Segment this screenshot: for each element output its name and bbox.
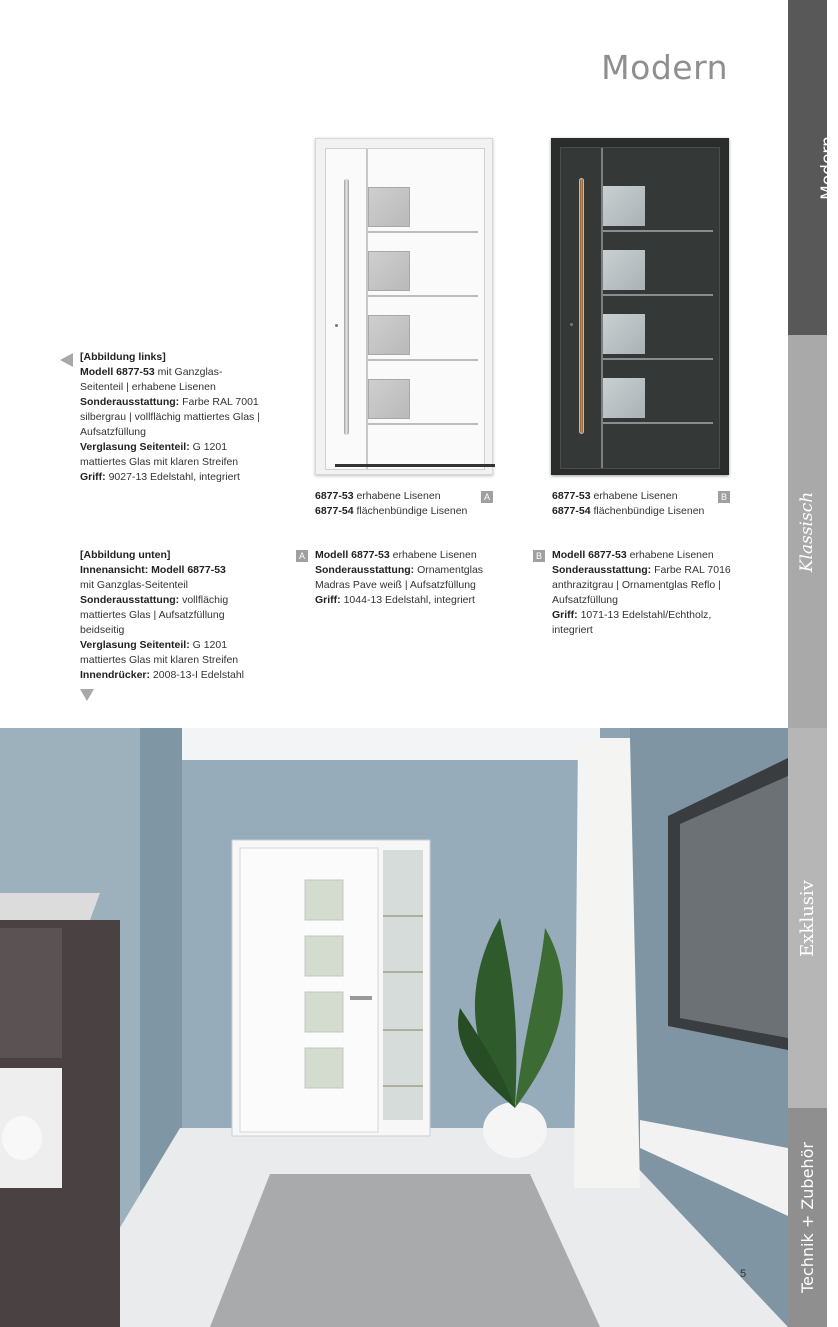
model-desc: erhabene Lisenen (590, 490, 678, 502)
door-lock (335, 324, 338, 327)
model-number: 6877-53 (315, 490, 354, 502)
info-heading: [Abbildung unten] (80, 549, 171, 561)
info-text: erhabene Lisenen (626, 549, 714, 561)
door-lock (570, 323, 573, 326)
tab-label: Exklusiv (797, 879, 818, 957)
triangle-down-icon (80, 689, 94, 701)
tab-exklusiv[interactable] (788, 728, 827, 1108)
info-label: Verglasung Seitenteil: (80, 639, 190, 651)
info-label: Verglasung Seitenteil: (80, 441, 190, 453)
info-label: Modell 6877-53 (315, 549, 390, 561)
door-handle (344, 179, 349, 435)
door-leaf (560, 147, 720, 469)
info-text: Farbe RAL 7001 silbergrau | vollflächig mattiertes Glas | Aufsatzfüllung (80, 396, 260, 438)
lisene-bar (368, 423, 478, 425)
lisene-bar (603, 422, 713, 424)
model-desc: flächenbündige Lisenen (590, 505, 705, 517)
door-image-white (315, 138, 493, 475)
glass-pane (603, 186, 645, 226)
info-heading: [Abbildung links] (80, 351, 166, 363)
door-leaf (325, 148, 485, 470)
glass-pane (368, 315, 410, 355)
info-text: Farbe RAL 7016 anthrazitgrau | Ornamentglas Reflo | Aufsatzfüllung (552, 564, 731, 606)
info-label: Griff: (552, 609, 578, 621)
info-text: mit Ganzglas-Seitenteil (80, 579, 188, 591)
info-label: Sonderausstattung: (80, 594, 180, 606)
badge-a: A (481, 491, 493, 503)
door-a-specs (298, 548, 495, 608)
tab-label: Klassisch (797, 491, 818, 572)
glass-pane (368, 379, 410, 419)
info-label: Modell 6877-53 (80, 366, 155, 378)
page-number: 5 (740, 1268, 747, 1280)
info-label: Griff: (80, 471, 106, 483)
info-illustration-below (80, 548, 260, 683)
info-text: Ornamentglas Madras Pave weiß | Aufsatzfüllung (315, 564, 484, 591)
info-text: 2008-13-I Edelstahl (150, 669, 244, 681)
model-number: 6877-53 (552, 490, 591, 502)
door-b-caption (552, 489, 732, 519)
info-illustration-left (80, 350, 260, 485)
tab-technik-zubehoer[interactable] (788, 1108, 827, 1327)
info-text: mit Ganzglas-Seitenteil | erhabene Lisenen (80, 366, 223, 393)
triangle-left-icon (60, 353, 73, 367)
model-number: 6877-54 (552, 505, 591, 517)
lisene-bar (368, 231, 478, 233)
info-label: Griff: (315, 594, 341, 606)
lisene-bar (603, 230, 713, 232)
chapter-tabs (788, 0, 838, 1327)
door-a-caption (315, 489, 495, 519)
info-label: Sonderausstattung: (80, 396, 180, 408)
info-text: G 1201 mattiertes Glas mit klaren Streifen (80, 441, 239, 468)
lisene-bar (368, 359, 478, 361)
page-title: Modern (601, 48, 728, 87)
door-sill (335, 464, 495, 467)
glass-pane (603, 314, 645, 354)
model-desc: erhabene Lisenen (353, 490, 441, 502)
info-label: Sonderausstattung: (315, 564, 415, 576)
tab-label: Modern (817, 135, 838, 200)
lisene-bar (368, 295, 478, 297)
lisene-bar (603, 358, 713, 360)
door-image-anthracite (551, 138, 729, 475)
info-label: Modell 6877-53 (552, 549, 627, 561)
tab-modern[interactable] (788, 0, 838, 335)
info-label: Innenansicht: Modell 6877-53 (80, 564, 226, 576)
model-number: 6877-54 (315, 505, 354, 517)
glass-pane (368, 187, 410, 227)
badge-b: B (718, 491, 730, 503)
glass-pane (368, 251, 410, 291)
info-label: Innendrücker: (80, 669, 151, 681)
info-text: 9027-13 Edelstahl, integriert (105, 471, 240, 483)
info-text: 1044-13 Edelstahl, integriert (340, 594, 475, 606)
model-desc: flächenbündige Lisenen (353, 505, 468, 517)
info-text: vollflächig mattiertes Glas | Aufsatzfüllung beidseitig (80, 594, 229, 636)
glass-pane (603, 378, 645, 418)
lisene-bar (603, 294, 713, 296)
glass-pane (603, 250, 645, 290)
info-text: erhabene Lisenen (389, 549, 477, 561)
info-text: G 1201 mattiertes Glas mit klaren Streifen (80, 639, 239, 666)
badge-b: B (533, 550, 545, 562)
info-label: Sonderausstattung: (552, 564, 652, 576)
interior-photo (0, 728, 788, 1327)
door-handle (579, 178, 584, 434)
tab-klassisch[interactable] (788, 335, 827, 728)
interior-illustration (0, 728, 788, 1327)
badge-a: A (296, 550, 308, 562)
door-b-specs (535, 548, 737, 638)
tab-label: Technik + Zubehör (798, 1142, 817, 1293)
info-text: 1071-13 Edelstahl/Echtholz, integriert (552, 609, 712, 636)
